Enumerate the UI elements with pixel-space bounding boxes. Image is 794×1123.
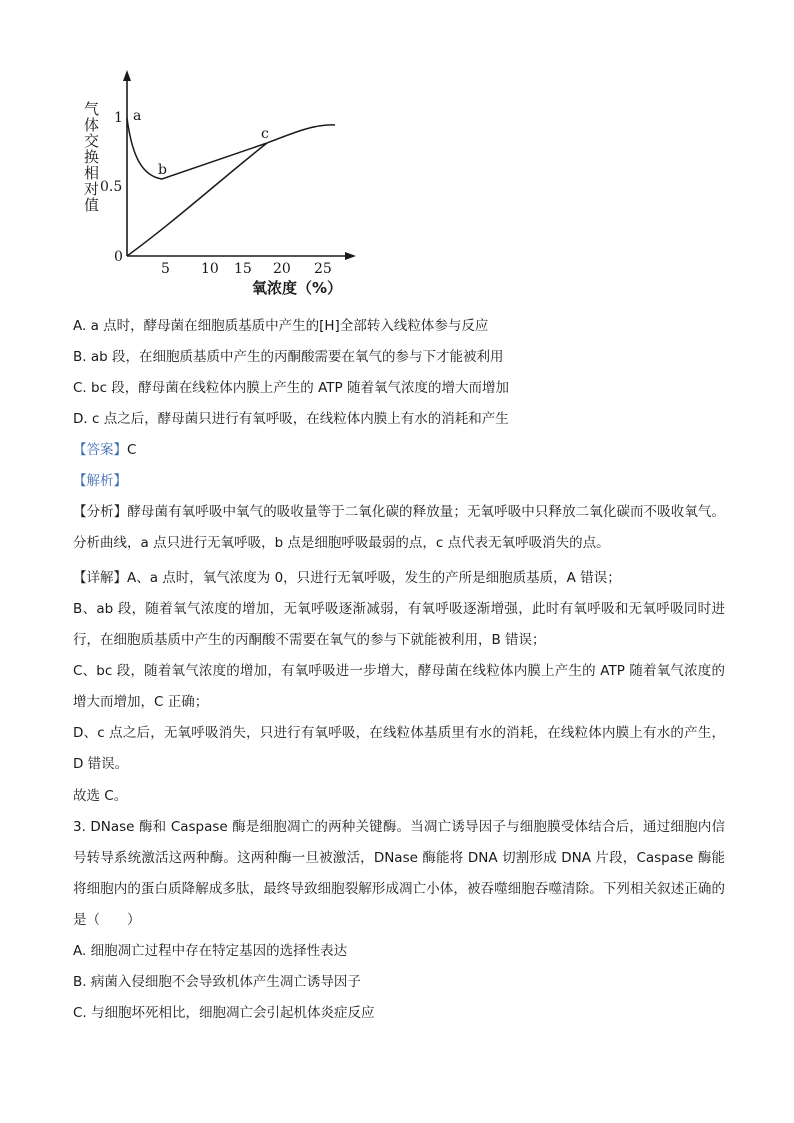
x-tick-label: 5 bbox=[161, 261, 170, 277]
conclusion: 故选 C。 bbox=[73, 788, 128, 804]
y-tick-label: 1 bbox=[114, 110, 123, 126]
x-tick-label: 20 bbox=[273, 261, 291, 277]
y-tick-label: 0 bbox=[114, 249, 123, 265]
x-tick-label: 15 bbox=[234, 261, 252, 277]
option-a: A. a 点时，酵母菌在细胞质基质中产生的[H]全部转入线粒体参与反应 bbox=[73, 318, 489, 334]
detail-tag: 【详解】 bbox=[73, 570, 127, 586]
option-c: C. bc 段，酵母菌在线粒体内膜上产生的 ATP 随着氧气浓度的增大而增加 bbox=[73, 380, 509, 396]
y-axis-label-char: 体 bbox=[84, 116, 100, 134]
point-a-label: a bbox=[133, 108, 142, 124]
analysis-heading bbox=[73, 471, 723, 491]
detail-paragraph-a bbox=[73, 563, 725, 594]
detail-paragraph-c: C、bc 段，随着氧气浓度的增加，有氧呼吸进一步增大，酵母菌在线粒体内膜上产生的 ATP 随着氧气浓度的增大而增加，C 正确； bbox=[73, 663, 725, 710]
o2-absorption-curve bbox=[127, 143, 267, 256]
question-3-stem: 3. DNase 酶和 Caspase 酶是细胞凋亡的两种关键酶。当凋亡诱导因子与细胞膜受体结合后，通过细胞内信号转导系统激活这两种酶。这两种酶一旦被激活，DNase 酶能将 DNA 切割形成 DNA 片段，Caspase 酶能将细胞内的蛋白质降解成多肽，最终导致细胞裂解形成凋亡小体，被吞噬细胞吞噬清除。下列相关叙述正确的是（ ） bbox=[73, 819, 725, 928]
answer-value: C bbox=[127, 442, 137, 458]
x-axis-arrow bbox=[345, 252, 356, 260]
analysis-sub-tag: 【分析】 bbox=[73, 504, 128, 520]
x-axis-label: 氧浓度（%） bbox=[252, 279, 343, 297]
detail-a-text: A、a 点时，氧气浓度为 0，只进行无氧呼吸，发生的产所是细胞质基质，A 错误； bbox=[127, 570, 621, 586]
q3-option-b: B. 病菌入侵细胞不会导致机体产生凋亡诱导因子 bbox=[73, 974, 361, 990]
y-axis-label-char: 相 bbox=[84, 164, 100, 182]
y-tick-label: 0.5 bbox=[100, 179, 123, 195]
analysis-paragraph bbox=[73, 497, 725, 559]
y-axis-label-char: 值 bbox=[84, 196, 100, 214]
y-axis-label-char: 气 bbox=[84, 100, 100, 118]
point-b-label: b bbox=[158, 162, 167, 178]
point-c-label: c bbox=[261, 126, 269, 142]
option-b: B. ab 段，在细胞质基质中产生的丙酮酸需要在氧气的参与下才能被利用 bbox=[73, 349, 504, 365]
detail-paragraph-d: D、c 点之后，无氧呼吸消失，只进行有氧呼吸，在线粒体基质里有水的消耗，在线粒体内膜上有水的产生，D 错误。 bbox=[73, 725, 725, 772]
answer-tag: 【答案】 bbox=[73, 442, 127, 458]
x-tick-label: 10 bbox=[201, 261, 219, 277]
option-d: D. c 点之后，酵母菌只进行有氧呼吸，在线粒体内膜上有水的消耗和产生 bbox=[73, 411, 509, 427]
x-tick-label: 25 bbox=[314, 261, 332, 277]
y-axis-label-char: 交 bbox=[84, 132, 100, 150]
q3-option-c: C. 与细胞坏死相比，细胞凋亡会引起机体炎症反应 bbox=[73, 1005, 375, 1021]
answer-line bbox=[73, 440, 723, 460]
detail-paragraph-b: B、ab 段，随着氧气浓度的增加，无氧呼吸逐渐减弱，有氧呼吸逐渐增强，此时有氧呼吸和无氧呼吸同时进行，在细胞质基质中产生的丙酮酸不需要在氧气的参与下就能被利用，B 错误； bbox=[73, 601, 725, 648]
analysis-tag: 【解析】 bbox=[73, 473, 127, 489]
y-axis-arrow bbox=[123, 70, 131, 81]
y-axis-label-char: 对 bbox=[84, 180, 100, 198]
oxygen-gas-exchange-graph bbox=[70, 66, 370, 306]
y-axis-label-char: 换 bbox=[84, 148, 100, 166]
graph-svg bbox=[70, 66, 370, 306]
analysis-text: 酵母菌有氧呼吸中氧气的吸收量等于二氧化碳的释放量；无氧呼吸中只释放二氧化碳而不吸收氧气。分析曲线，a 点只进行无氧呼吸，b 点是细胞呼吸最弱的点，c 点代表无氧呼吸消失的点。 bbox=[73, 504, 726, 551]
q3-option-a: A. 细胞凋亡过程中存在特定基因的选择性表达 bbox=[73, 943, 348, 959]
